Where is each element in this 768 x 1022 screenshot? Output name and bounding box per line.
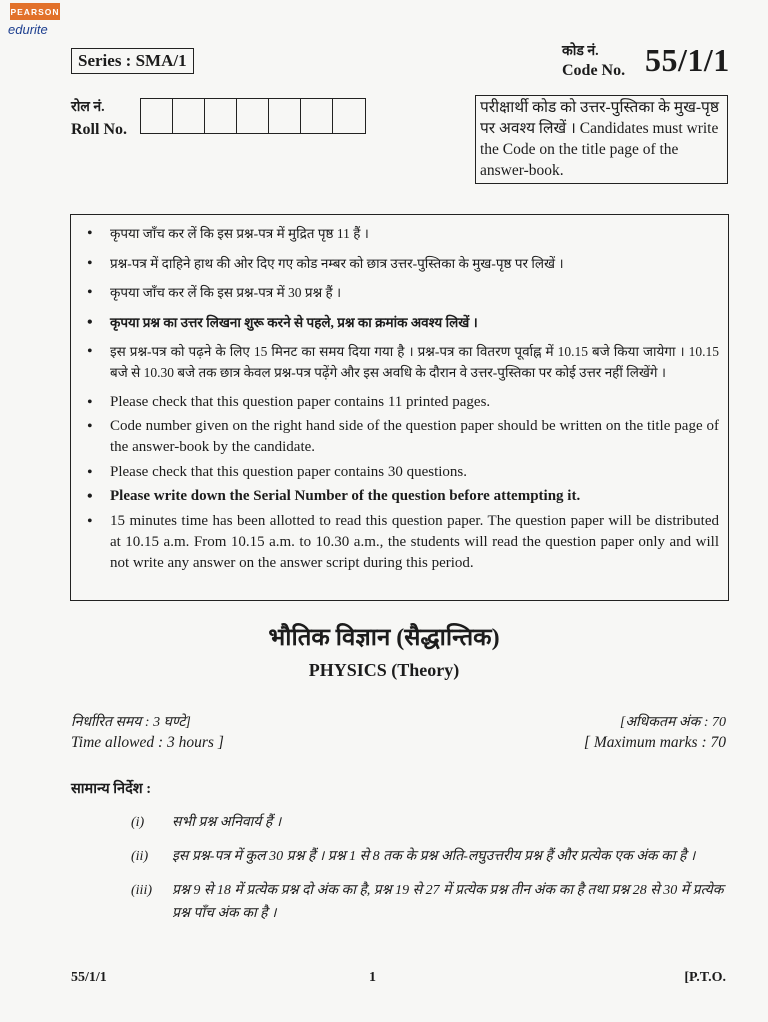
- general-instructions-list: [131, 811, 729, 936]
- candidate-code-note: परीक्षार्थी कोड को उत्तर-पुस्तिका के मुख-पृष्ठ पर अवश्य लिखें । Candidates must write the Code on the title page of the answer-book.: [475, 95, 728, 184]
- instruction-item: • प्रश्न-पत्र में दाहिने हाथ की ओर दिए गए कोड नम्बर को छात्र उत्तर-पुस्तिका के मुख-पृष्ठ पर लिखें ।: [83, 253, 719, 274]
- instruction-item: • कृपया प्रश्न का उत्तर लिखना शुरू करने से पहले, प्रश्न का क्रमांक अवश्य लिखें ।: [83, 312, 719, 333]
- instructions-box: [70, 214, 729, 601]
- subject-title-hindi: भौतिक विज्ञान (सैद्धान्तिक): [268, 625, 500, 651]
- pto-label: [P.T.O.: [684, 970, 726, 985]
- roll-label-hindi: रोल नं.: [71, 100, 105, 115]
- general-instruction: [131, 879, 729, 925]
- instruction-number: (iii): [131, 883, 152, 898]
- roll-box: [237, 99, 269, 133]
- instruction-item: • Please check that this question paper contains 11 printed pages.: [83, 392, 719, 413]
- general-instruction: [131, 845, 729, 868]
- series-label: Series : SMA/1: [71, 48, 194, 74]
- roll-number-boxes: [140, 98, 366, 134]
- roll-box: [205, 99, 237, 133]
- instruction-text: इस प्रश्न-पत्र में कुल 30 प्रश्न हैं । प्रश्न 1 से 8 तक के प्रश्न अति-लघुउत्तरीय प्रश्न हैं और प्रत्येक एक अंक का है ।: [172, 849, 696, 864]
- instruction-item: • इस प्रश्न-पत्र को पढ़ने के लिए 15 मिनट का समय दिया गया है । प्रश्न-पत्र का वितरण पूर्वाह्न में 10.15 बजे किया जायेगा । 10.15 बजे से 10.30 बजे तक छात्र केवल प्रश्न-पत्र पढ़ेंगे और इस अवधि के दौरान वे उत्तर-पुस्तिका पर कोई उत्तर नहीं लिखेंगे ।: [83, 341, 719, 383]
- time-allowed-english: Time allowed : 3 hours ]: [71, 734, 224, 751]
- instruction-number: (i): [131, 815, 145, 830]
- roll-box: [333, 99, 365, 133]
- instruction-item: • Please check that this question paper contains 30 questions.: [83, 462, 719, 483]
- roll-box: [141, 99, 173, 133]
- footer-code: 55/1/1: [71, 970, 107, 985]
- code-label-english: Code No.: [562, 62, 626, 79]
- general-instructions-heading: सामान्य निर्देश :: [71, 781, 152, 797]
- instruction-number: (ii): [131, 849, 149, 864]
- code-number: 55/1/1: [645, 42, 730, 78]
- instruction-item: • कृपया जाँच कर लें कि इस प्रश्न-पत्र में मुद्रित पृष्ठ 11 हैं ।: [83, 223, 719, 244]
- max-marks-english: [ Maximum marks : 70: [583, 734, 726, 751]
- page-number: 1: [369, 970, 376, 985]
- instruction-item: • Code number given on the right hand side of the question paper should be written on the title page of the answer-book by the candidate.: [83, 416, 719, 458]
- roll-box: [269, 99, 301, 133]
- roll-label-english: Roll No.: [71, 121, 127, 138]
- subject-title-english: PHYSICS (Theory): [308, 660, 460, 680]
- instruction-text: सभी प्रश्न अनिवार्य हैं ।: [172, 815, 282, 830]
- roll-box: [301, 99, 333, 133]
- pearson-logo: PEARSON: [10, 3, 60, 20]
- roll-box: [173, 99, 205, 133]
- edurite-logo: edurite: [8, 22, 48, 37]
- max-marks-hindi: [अधिकतम अंक : 70: [619, 715, 726, 730]
- instruction-item: • Please write down the Serial Number of the question before attempting it.: [83, 486, 719, 507]
- instruction-item: • कृपया जाँच कर लें कि इस प्रश्न-पत्र में 30 प्रश्न हैं ।: [83, 282, 719, 303]
- general-instruction: [131, 811, 729, 834]
- time-allowed-hindi: निर्धारित समय : 3 घण्टे]: [71, 715, 191, 730]
- instruction-text: प्रश्न 9 से 18 में प्रत्येक प्रश्न दो अंक का है, प्रश्न 19 से 27 में प्रत्येक प्रश्न तीन अंक का है तथा प्रश्न 28 से 30 में प्रत्येक प्रश्न पाँच अंक का है ।: [172, 883, 724, 921]
- instruction-item: • 15 minutes time has been allotted to read this question paper. The question paper will be distributed at 10.15 a.m. From 10.15 a.m. to 10.30 a.m., the students will read the question paper only and will not write any answer on the answer script during this period.: [83, 511, 719, 574]
- code-label-hindi: कोड नं.: [562, 44, 599, 59]
